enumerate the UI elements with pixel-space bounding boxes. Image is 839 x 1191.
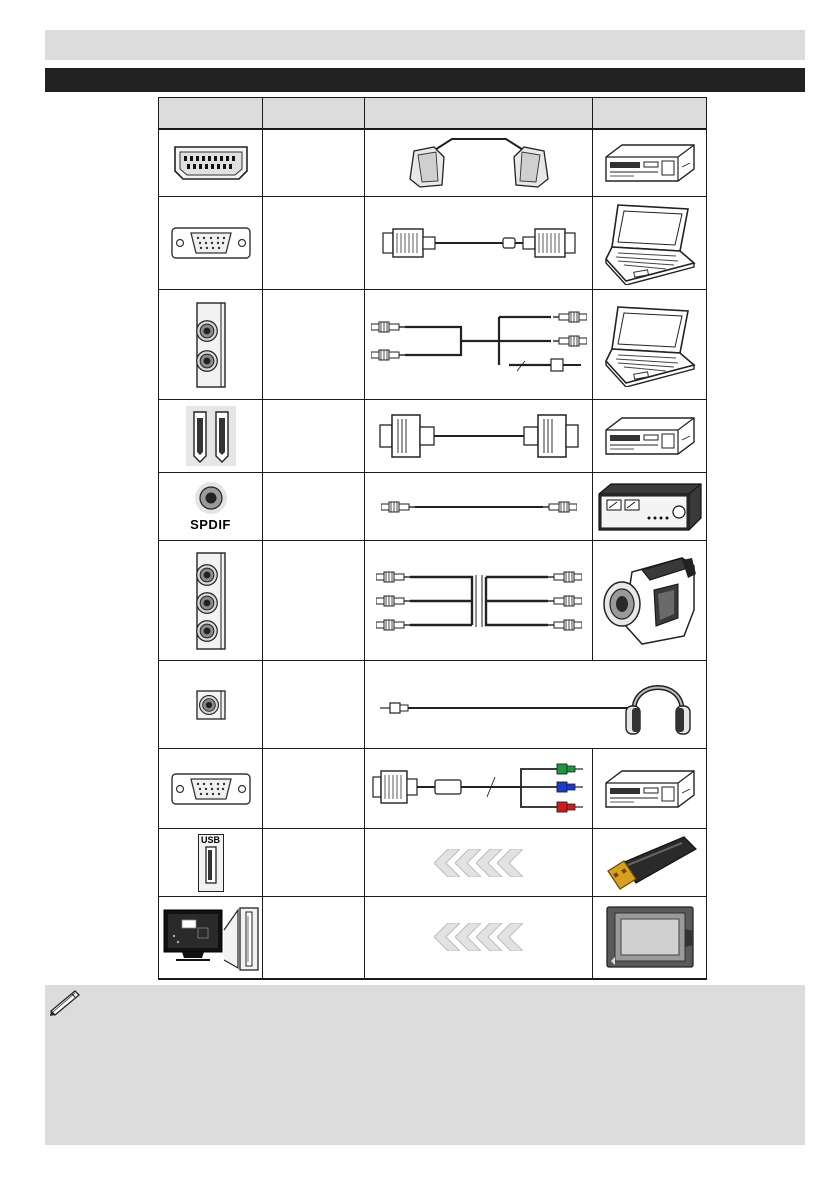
device-cell [593, 290, 707, 400]
audio-amplifier-icon [597, 482, 703, 532]
ci-module-icon [605, 905, 695, 969]
table-row [159, 749, 707, 829]
laptop-icon [604, 201, 696, 285]
table-row [159, 129, 707, 197]
top-header-band [45, 30, 805, 60]
table-row [159, 897, 707, 979]
device-cell [593, 473, 707, 541]
type-cell [263, 749, 365, 829]
device-cell [593, 197, 707, 290]
hdmi-cable-icon [376, 411, 582, 461]
device-cell [593, 541, 707, 661]
table-row [159, 290, 707, 400]
table-row [159, 829, 707, 897]
table-row [159, 400, 707, 473]
dvd-player-icon [604, 416, 696, 456]
connector-cell [159, 829, 263, 897]
type-cell [263, 290, 365, 400]
table-header-row [159, 98, 707, 129]
spdif-label: SPDIF [190, 517, 231, 532]
rca-to-minijack-cable-icon [369, 313, 589, 377]
scart-socket-icon [171, 145, 251, 181]
cable-cell [365, 129, 593, 197]
dvd-player-icon [604, 769, 696, 809]
type-cell [263, 661, 365, 749]
device-cell [593, 749, 707, 829]
cable-cell [365, 829, 593, 897]
device-cell [593, 400, 707, 473]
audio-lr-jacks-icon [191, 301, 231, 389]
note-panel [45, 985, 805, 1145]
vga-to-component-cable-icon [371, 761, 587, 817]
headphones-icon [626, 687, 690, 734]
device-cell [593, 897, 707, 979]
component-plug-red [557, 802, 583, 812]
device-cell [593, 829, 707, 897]
connections-table [158, 97, 707, 980]
cable-cell [365, 897, 593, 979]
connector-cell [159, 400, 263, 473]
camcorder-icon [602, 554, 698, 648]
table-row [159, 197, 707, 290]
insert-arrows-icon [434, 849, 524, 877]
connector-cell [159, 197, 263, 290]
connector-cell [159, 749, 263, 829]
pencil-note-icon [49, 989, 83, 1017]
header-cell-cables [365, 98, 593, 129]
connector-cell [159, 473, 263, 541]
usb-stick-icon [602, 833, 698, 893]
hdmi-sockets-icon [186, 406, 236, 466]
scart-cable-icon [394, 135, 564, 191]
type-cell [263, 197, 365, 290]
type-cell [263, 129, 365, 197]
tv-ci-slot-icon [162, 902, 260, 972]
av-rca-cable-icon [374, 565, 584, 637]
headphone-cable-icon [376, 670, 696, 740]
connector-cell [159, 661, 263, 749]
vga-socket-icon [171, 227, 251, 259]
connector-cell [159, 129, 263, 197]
vga-socket-icon [171, 773, 251, 805]
type-cell [263, 897, 365, 979]
table-row [159, 473, 707, 541]
cable-cell [365, 197, 593, 290]
connector-cell [159, 897, 263, 979]
header-cell-device [593, 98, 707, 129]
cable-cell [365, 749, 593, 829]
insert-arrows-icon [434, 923, 524, 951]
vga-cable-icon [379, 223, 579, 263]
coaxial-cable-icon [381, 500, 577, 514]
cable-cell [365, 473, 593, 541]
connector-cell [159, 541, 263, 661]
table-row [159, 541, 707, 661]
laptop-icon [604, 303, 696, 387]
device-cell [593, 129, 707, 197]
header-cell-connector [159, 98, 263, 129]
cable-cell [365, 400, 593, 473]
av-jacks-icon [191, 551, 231, 651]
type-cell [263, 829, 365, 897]
type-cell [263, 541, 365, 661]
cable-cell [365, 541, 593, 661]
usb-port-icon [205, 846, 217, 884]
table-row [159, 661, 707, 749]
cable-cell [365, 661, 707, 749]
spdif-socket-icon [194, 481, 228, 515]
dvd-player-icon [604, 143, 696, 183]
usb-label: USB [200, 834, 220, 845]
type-cell [263, 400, 365, 473]
component-plug-blue [557, 782, 583, 792]
type-cell [263, 473, 365, 541]
section-title-bar [45, 68, 805, 92]
headphone-jack-icon [194, 688, 228, 722]
component-plug-green [557, 764, 583, 774]
header-cell-type [263, 98, 365, 129]
connector-cell [159, 290, 263, 400]
cable-cell [365, 290, 593, 400]
